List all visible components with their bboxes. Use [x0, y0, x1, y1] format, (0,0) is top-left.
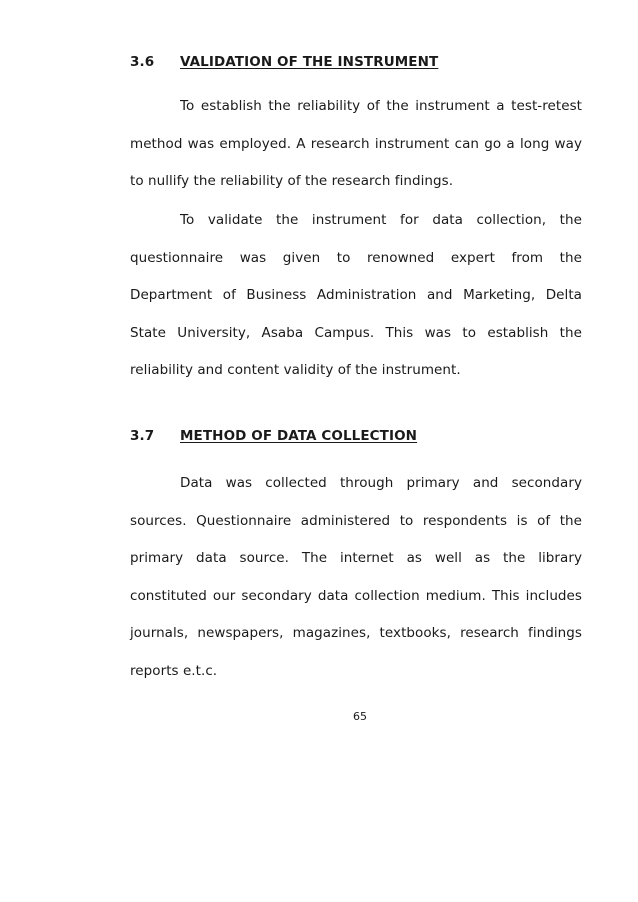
section-number: 3.6 [130, 54, 155, 70]
paragraph: Data was collected through primary and secondary sources. Questionnaire administered to respondents is of the primary data source. The internet as well as the library constituted our secondary data collection medium. This includes journals, newspapers, magazines, textbooks, research findings reports e.t.c. [130, 475, 582, 679]
section-heading-3-7 [130, 428, 417, 444]
paragraph: To validate the instrument for data collection, the questionnaire was given to renowned expert from the Department of Business Administration and Marketing, Delta State University, Asaba Campus. This was to establish the reliability and content validity of the instrument. [130, 212, 582, 378]
section-title: VALIDATION OF THE INSTRUMENT [180, 54, 439, 70]
section-number: 3.7 [130, 428, 155, 444]
section-title: METHOD OF DATA COLLECTION [180, 428, 418, 444]
section-heading-3-6 [130, 54, 438, 70]
paragraph: To establish the reliability of the instrument a test-retest method was employed. A research instrument can go a long way to nullify the reliability of the research findings. [130, 98, 582, 189]
page-number: 65 [353, 710, 367, 723]
